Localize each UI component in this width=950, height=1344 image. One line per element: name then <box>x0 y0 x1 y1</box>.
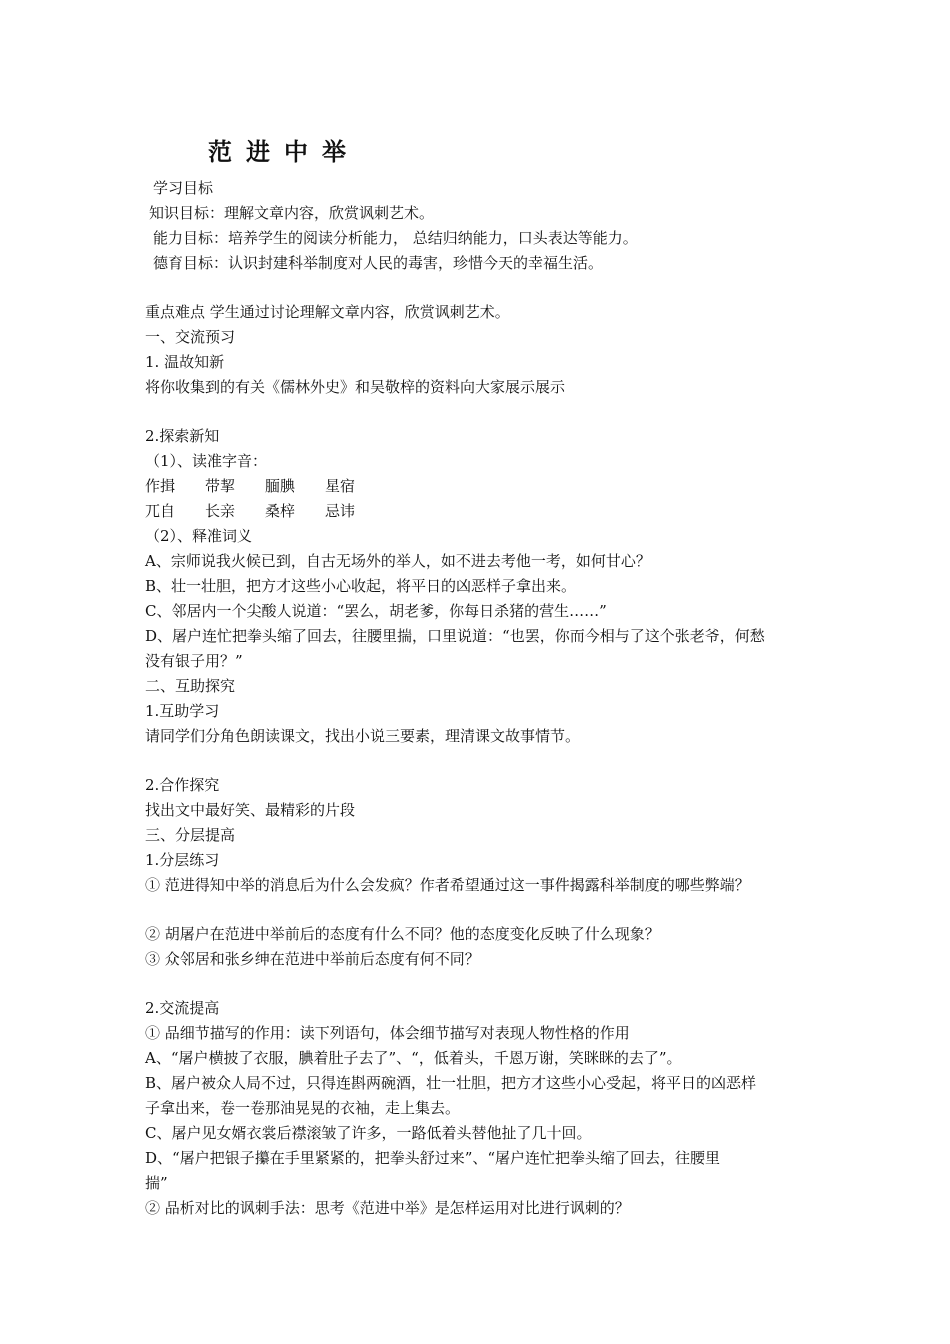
text-line-question-2: ② 胡屠户在范进中举前后的态度有什么不同？他的态度变化反映了什么现象？ <box>145 925 660 943</box>
text-line-contrast-analysis: ② 品析对比的讽刺手法：思考《范进中举》是怎样运用对比进行讽刺的？ <box>145 1199 630 1217</box>
text-line-question-3: ③ 众邻居和张乡绅在范进中举前后态度有何不同？ <box>145 950 480 968</box>
text-line-objectives-heading: 学习目标 <box>153 179 214 197</box>
text-line-detail-c: C、屠户见女婿衣裳后襟滚皱了许多，一路低着头替他扯了几十回。 <box>145 1124 592 1142</box>
text-line-key-points: 重点难点 学生通过讨论理解文章内容，欣赏讽刺艺术。 <box>145 303 510 321</box>
section-heading-inquiry: 二、互助探究 <box>145 677 236 695</box>
subheading-exchange: 2.交流提高 <box>145 999 220 1017</box>
text-line-detail-b-cont: 子拿出来，卷一卷那油晃晃的衣袖，走上集去。 <box>145 1099 461 1117</box>
subheading-layered-practice: 1.分层练习 <box>145 851 220 869</box>
text-line-item-a: A、宗师说我火候已到，自古无场外的举人，如不进去考他一考，如何甘心？ <box>145 552 651 570</box>
text-line-detail-a: A、“屠户横披了衣服，腆着肚子去了”、“，低着头，千恩万谢，笑眯眯的去了”。 <box>145 1049 682 1067</box>
subheading-cooperation: 2.合作探究 <box>145 776 220 794</box>
text-line-detail-b: B、屠户被众人局不过，只得连斟两碗酒，壮一壮胆，把方才这些小心受起，将平日的凶恶样 <box>145 1074 757 1092</box>
text-line-moral-goal: 德育目标：认识封建科举制度对人民的毒害，珍惜今天的幸福生活。 <box>153 254 604 272</box>
text-line-collect-materials: 将你收集到的有关《儒林外史》和吴敬梓的资料向大家展示展示 <box>145 378 566 396</box>
text-line-meaning: （2）、释准词义 <box>145 527 253 545</box>
text-line-detail-d: D、“屠户把银子攥在手里紧紧的，把拳头舒过来”、“屠户连忙把拳头缩了回去，往腰里 <box>145 1149 721 1167</box>
text-line-detail-d-cont: 揣” <box>145 1174 168 1192</box>
text-line-item-b: B、壮一壮胆，把方才这些小心收起，将平日的凶恶样子拿出来。 <box>145 577 577 595</box>
text-line-find-passage: 找出文中最好笑、最精彩的片段 <box>145 801 356 819</box>
section-heading-preview: 一、交流预习 <box>145 328 236 346</box>
text-line-item-d-cont: 没有银子用？” <box>145 652 243 670</box>
text-line-ability-goal: 能力目标：培养学生的阅读分析能力， 总结归纳能力，口头表达等能力。 <box>153 229 638 247</box>
text-line-words-row-1: 作揖 带挈 腼腆 星宿 <box>145 477 356 495</box>
text-line-question-1: ① 范进得知中举的消息后为什么会发疯？作者希望通过这一事件揭露科举制度的哪些弊端？ <box>145 876 750 894</box>
text-line-knowledge-goal: 知识目标：理解文章内容，欣赏讽刺艺术。 <box>149 204 435 222</box>
text-line-role-reading: 请同学们分角色朗读课文，找出小说三要素，理清课文故事情节。 <box>145 727 581 745</box>
text-line-detail-analysis: ① 品细节描写的作用：读下列语句，体会细节描写对表现人物性格的作用 <box>145 1024 630 1042</box>
text-line-words-row-2: 兀自 长亲 桑梓 忌讳 <box>145 502 356 520</box>
subheading-mutual-learning: 1.互助学习 <box>145 702 220 720</box>
section-heading-improvement: 三、分层提高 <box>145 826 236 844</box>
document-title: 范进中举 <box>208 138 360 166</box>
text-line-item-c: C、邻居内一个尖酸人说道：“罢么，胡老爹，你每日杀猪的营生……” <box>145 602 607 620</box>
subheading-review: 1. 温故知新 <box>145 353 225 371</box>
text-line-item-d: D、屠户连忙把拳头缩了回去，往腰里揣，口里说道：“也罢，你而今相与了这个张老爷，何愁 <box>145 627 765 645</box>
text-line-pronunciation: （1）、读准字音： <box>145 452 268 470</box>
subheading-explore: 2.探索新知 <box>145 427 220 445</box>
